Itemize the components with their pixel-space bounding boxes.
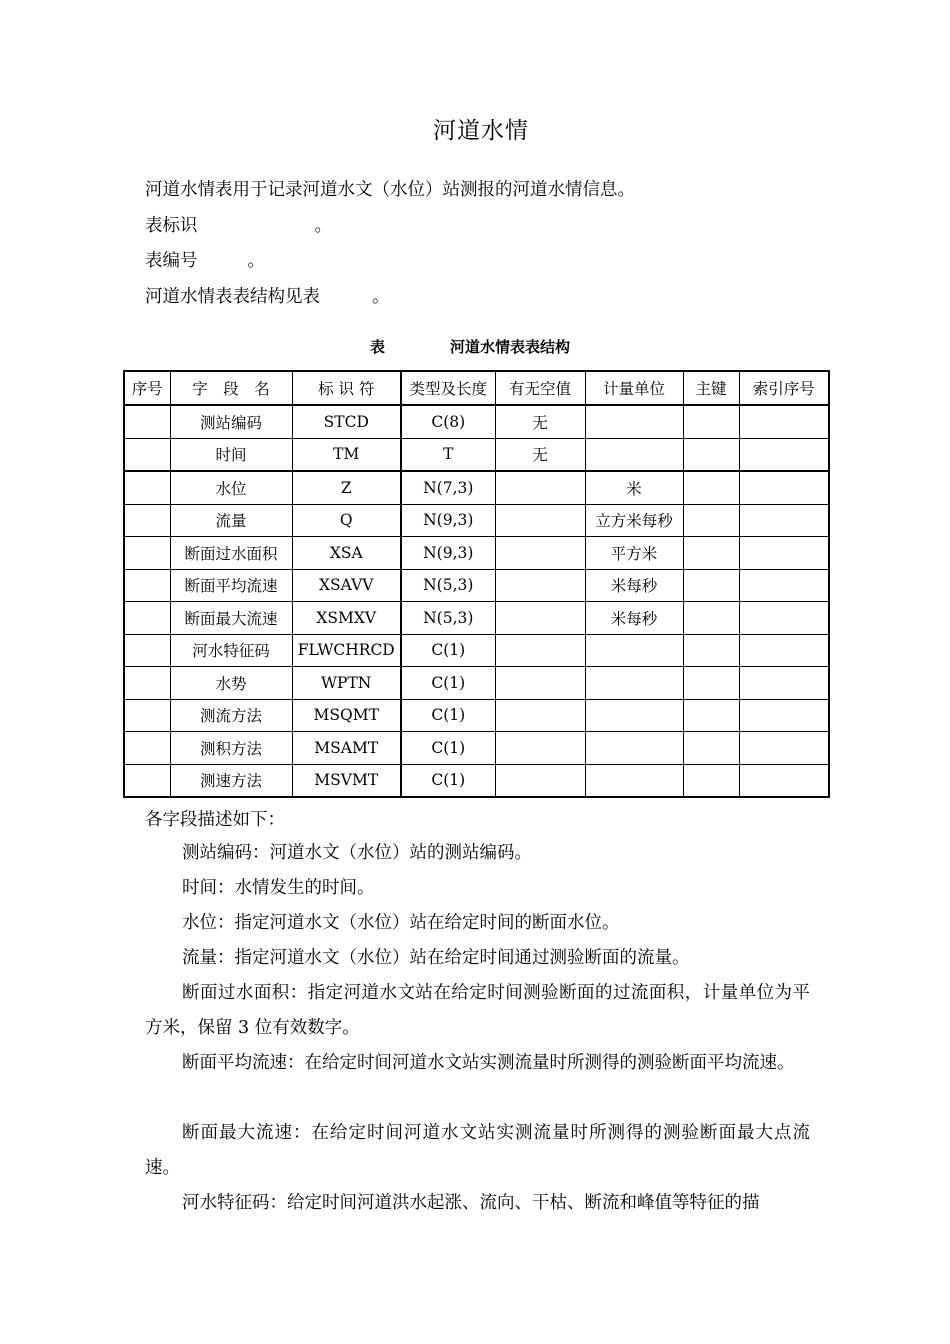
header-cell: 类型及长度 [401, 371, 495, 405]
description-paragraph: 测站编码：河道水文（水位）站的测站编码。 [182, 843, 532, 863]
primary-key-cell [683, 699, 739, 732]
index-cell [739, 764, 829, 797]
primary-key-cell [683, 504, 739, 537]
structure-ref-period: 。 [372, 287, 390, 307]
table-row [124, 732, 829, 765]
nullable-cell: 无 [495, 438, 585, 471]
identifier-cell: TM [292, 438, 401, 471]
table-row [124, 438, 829, 471]
primary-key-cell [683, 471, 739, 504]
primary-key-cell [683, 537, 739, 570]
field-name-cell: 时间 [170, 438, 292, 471]
description-paragraph: 水位：指定河道水文（水位）站在给定时间的断面水位。 [182, 913, 620, 933]
field-name-cell: 断面过水面积 [170, 537, 292, 570]
primary-key-cell [683, 667, 739, 700]
description-paragraph: 断面过水面积：指定河道水文站在给定时间测验断面的过流面积，计量单位为平方米，保留 3 位有效数字。 [145, 983, 810, 1038]
type-cell: N(5,3) [401, 602, 495, 635]
unit-cell [585, 764, 683, 797]
header-cell: 计量单位 [585, 371, 683, 405]
index-cell [739, 667, 829, 700]
identifier-cell: FLWCHRCD [292, 634, 401, 667]
unit-cell: 立方米每秒 [585, 504, 683, 537]
page-title: 河道水情 [433, 118, 529, 144]
nullable-cell [495, 504, 585, 537]
table-row [124, 699, 829, 732]
field-name-cell: 水位 [170, 471, 292, 504]
index-cell [739, 405, 829, 438]
header-cell: 有无空值 [495, 371, 585, 405]
unit-cell [585, 667, 683, 700]
field-name-cell: 河水特征码 [170, 634, 292, 667]
index-cell [739, 569, 829, 602]
row-seq-cell [124, 405, 170, 438]
primary-key-cell [683, 634, 739, 667]
unit-cell: 米每秒 [585, 602, 683, 635]
primary-key-cell [683, 405, 739, 438]
header-cell: 标 识 符 [292, 371, 401, 405]
identifier-cell: XSAVV [292, 569, 401, 602]
table-number-line [145, 247, 265, 272]
index-cell [739, 602, 829, 635]
row-seq-cell [124, 537, 170, 570]
table-header-row [124, 371, 829, 405]
unit-cell: 平方米 [585, 537, 683, 570]
type-cell: N(7,3) [401, 471, 495, 504]
table-row [124, 504, 829, 537]
row-seq-cell [124, 471, 170, 504]
primary-key-cell [683, 732, 739, 765]
identifier-cell: XSA [292, 537, 401, 570]
nullable-cell [495, 471, 585, 504]
identifier-cell: STCD [292, 405, 401, 438]
unit-cell [585, 699, 683, 732]
header-cell: 字 段 名 [170, 371, 292, 405]
table-id-label: 表标识 [145, 216, 198, 236]
table-id-period: 。 [314, 216, 332, 236]
nullable-cell [495, 537, 585, 570]
table-row [124, 764, 829, 797]
unit-cell [585, 634, 683, 667]
type-cell: N(9,3) [401, 504, 495, 537]
field-name-cell: 测流方法 [170, 699, 292, 732]
nullable-cell [495, 667, 585, 700]
index-cell [739, 699, 829, 732]
structure-ref-label: 河道水情表表结构见表 [145, 287, 320, 307]
identifier-cell: WPTN [292, 667, 401, 700]
field-name-cell: 测速方法 [170, 764, 292, 797]
unit-cell [585, 405, 683, 438]
identifier-cell: Q [292, 504, 401, 537]
field-name-cell: 断面最大流速 [170, 602, 292, 635]
type-cell: C(1) [401, 732, 495, 765]
description-paragraph: 断面平均流速：在给定时间河道水文站实测流量时所测得的测验断面平均流速。 [182, 1053, 795, 1073]
type-cell: C(1) [401, 764, 495, 797]
type-cell: C(1) [401, 634, 495, 667]
row-seq-cell [124, 667, 170, 700]
identifier-cell: Z [292, 471, 401, 504]
table-number-period: 。 [247, 251, 265, 271]
field-name-cell: 流量 [170, 504, 292, 537]
row-seq-cell [124, 602, 170, 635]
row-seq-cell [124, 764, 170, 797]
index-cell [739, 537, 829, 570]
nullable-cell [495, 602, 585, 635]
table-row [124, 471, 829, 504]
nullable-cell [495, 699, 585, 732]
table-row [124, 602, 829, 635]
header-cell: 序号 [124, 371, 170, 405]
field-name-cell: 测站编码 [170, 405, 292, 438]
row-seq-cell [124, 634, 170, 667]
type-cell: T [401, 438, 495, 471]
field-name-cell: 测积方法 [170, 732, 292, 765]
type-cell: N(5,3) [401, 569, 495, 602]
identifier-cell: XSMXV [292, 602, 401, 635]
row-seq-cell [124, 438, 170, 471]
index-cell [739, 471, 829, 504]
nullable-cell [495, 764, 585, 797]
table-caption-title: 河道水情表表结构 [450, 338, 571, 356]
type-cell: C(1) [401, 699, 495, 732]
identifier-cell: MSQMT [292, 699, 401, 732]
table-row [124, 667, 829, 700]
type-cell: C(1) [401, 667, 495, 700]
unit-cell: 米 [585, 471, 683, 504]
table-row [124, 537, 829, 570]
structure-ref-line [145, 283, 390, 308]
descriptions-heading: 各字段描述如下： [145, 810, 285, 830]
table-caption-label: 表 [370, 338, 386, 356]
field-name-cell: 水势 [170, 667, 292, 700]
primary-key-cell [683, 764, 739, 797]
nullable-cell [495, 732, 585, 765]
intro-line: 河道水情表用于记录河道水文（水位）站测报的河道水情信息。 [145, 180, 635, 200]
field-name-cell: 断面平均流速 [170, 569, 292, 602]
primary-key-cell [683, 602, 739, 635]
primary-key-cell [683, 569, 739, 602]
index-cell [739, 732, 829, 765]
index-cell [739, 504, 829, 537]
table-row [124, 634, 829, 667]
identifier-cell: MSAMT [292, 732, 401, 765]
structure-table [123, 370, 830, 798]
description-paragraph: 断面最大流速：在给定时间河道水文站实测流量时所测得的测验断面最大点流速。 [145, 1123, 810, 1178]
nullable-cell [495, 569, 585, 602]
nullable-cell: 无 [495, 405, 585, 438]
table-row [124, 569, 829, 602]
nullable-cell [495, 634, 585, 667]
row-seq-cell [124, 569, 170, 602]
index-cell [739, 438, 829, 471]
unit-cell [585, 438, 683, 471]
table-row [124, 405, 829, 438]
row-seq-cell [124, 732, 170, 765]
type-cell: C(8) [401, 405, 495, 438]
identifier-cell: MSVMT [292, 764, 401, 797]
description-paragraph: 时间：水情发生的时间。 [182, 878, 375, 898]
type-cell: N(9,3) [401, 537, 495, 570]
header-cell: 索引序号 [739, 371, 829, 405]
unit-cell: 米每秒 [585, 569, 683, 602]
index-cell [739, 634, 829, 667]
unit-cell [585, 732, 683, 765]
row-seq-cell [124, 699, 170, 732]
primary-key-cell [683, 438, 739, 471]
header-cell: 主键 [683, 371, 739, 405]
table-id-line [145, 212, 332, 237]
description-paragraph: 流量：指定河道水文（水位）站在给定时间通过测验断面的流量。 [182, 948, 690, 968]
row-seq-cell [124, 504, 170, 537]
description-paragraph: 河水特征码：给定时间河道洪水起涨、流向、干枯、断流和峰值等特征的描 [182, 1193, 760, 1213]
table-number-label: 表编号 [145, 251, 198, 271]
